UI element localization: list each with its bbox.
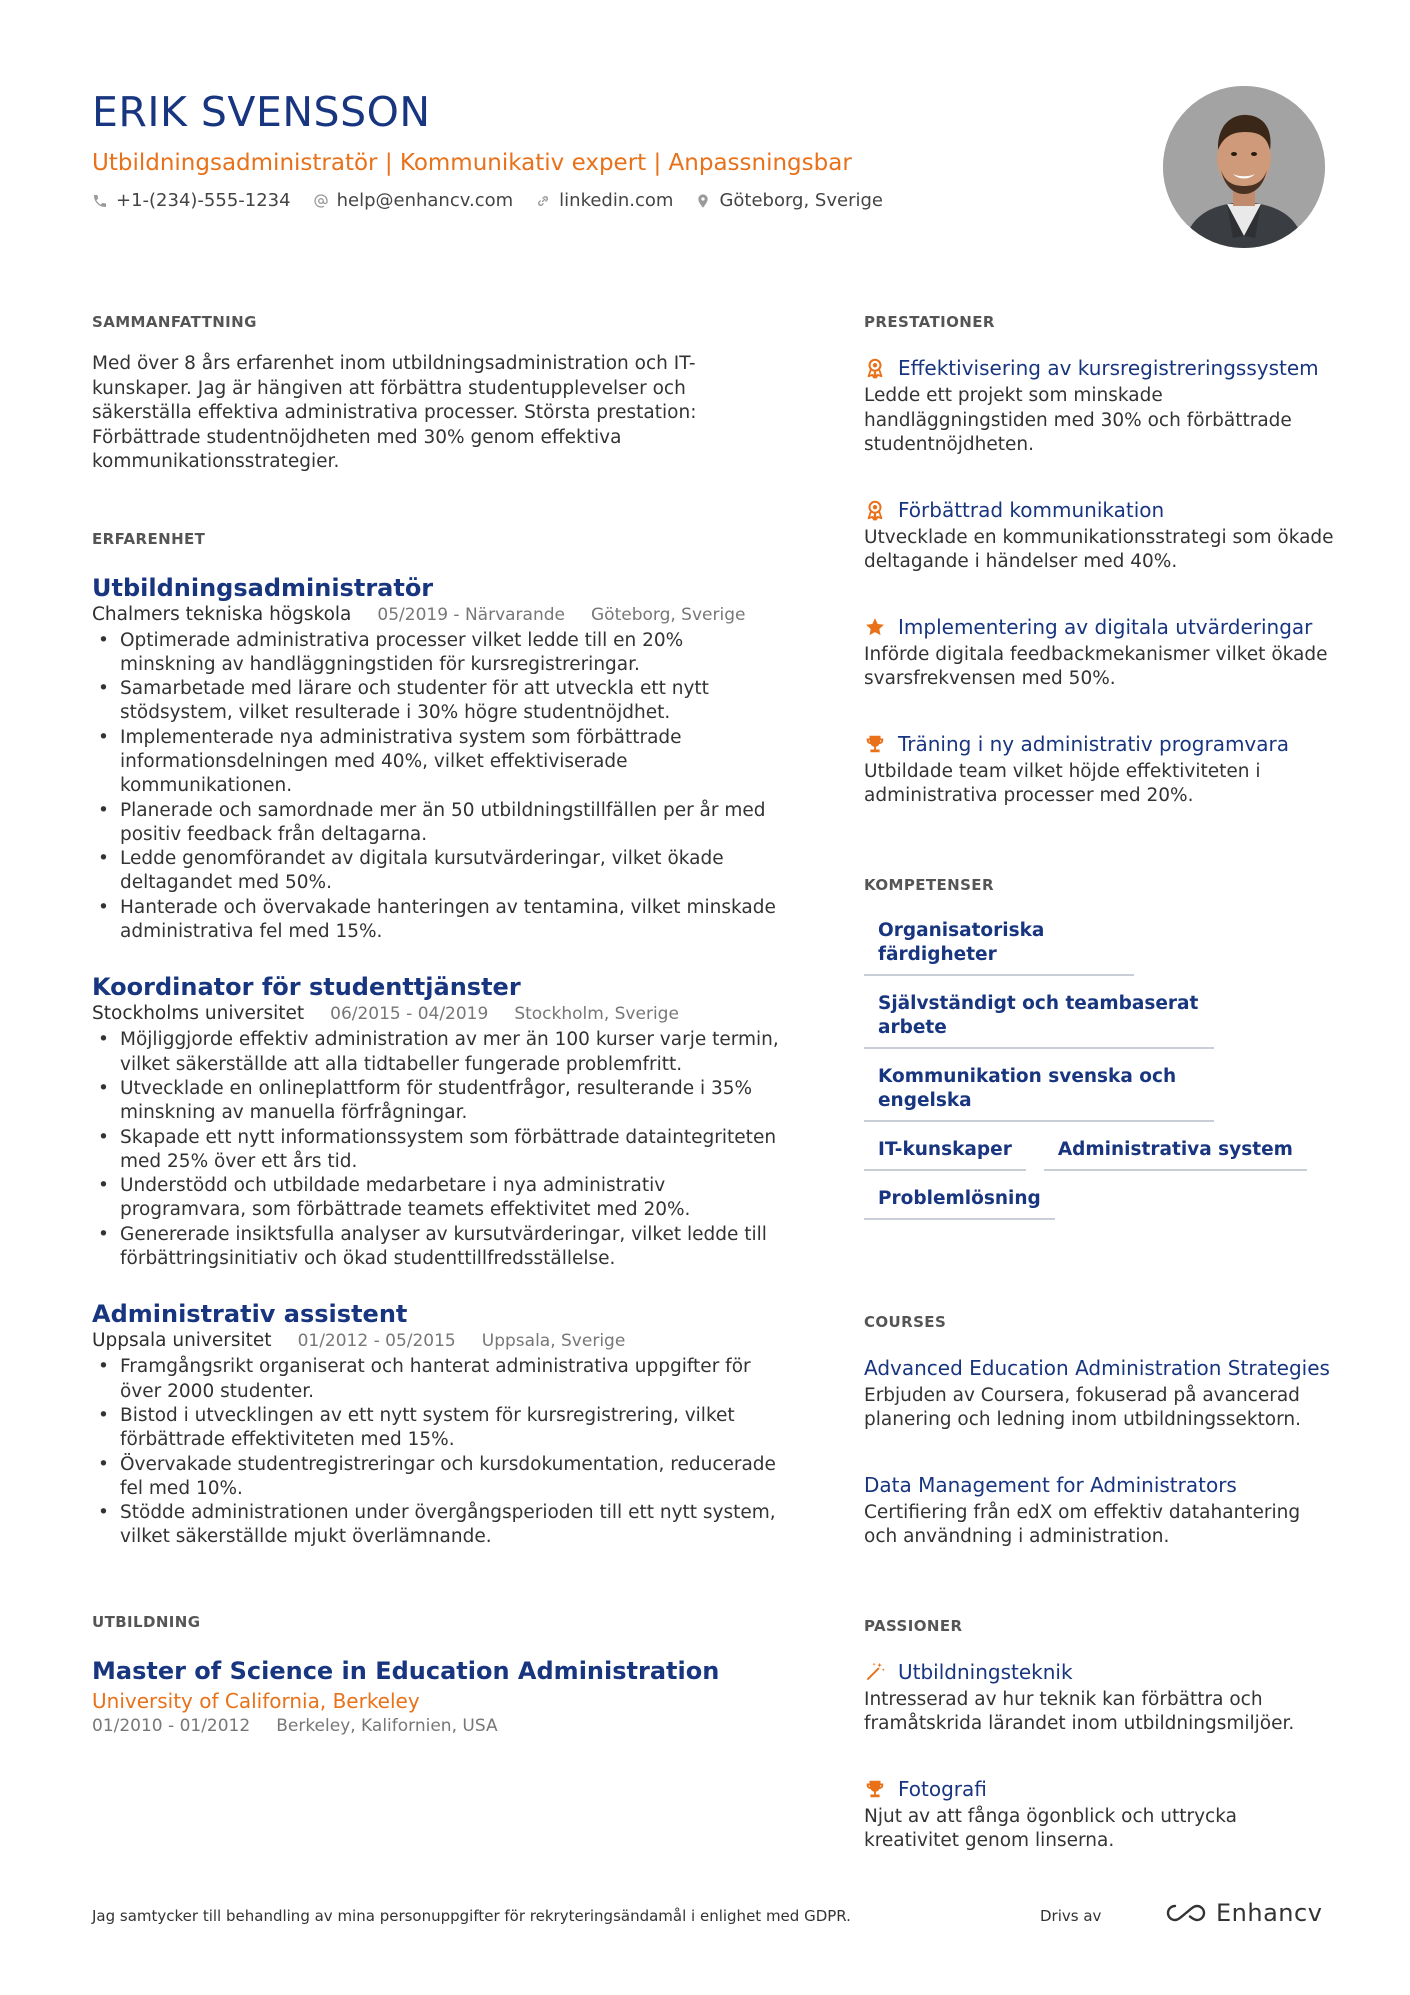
achievements-section	[864, 312, 1334, 809]
passion-title: Utbildningsteknik	[898, 1659, 1073, 1684]
summary-heading: SAMMANFATTNING	[92, 313, 257, 331]
job-bullet: • Optimerade administrativa processer vilket ledde till en 20% minskning av handläggningstiden för kursregistreringar.	[92, 629, 782, 678]
location-text: Göteborg, Sverige	[719, 190, 883, 211]
trophy-icon	[864, 733, 886, 755]
job-meta	[92, 1329, 782, 1353]
achievement-item	[864, 613, 1334, 692]
experience-section	[92, 529, 782, 1550]
skill-tag: Självständigt och teambaserat arbete	[864, 990, 1214, 1049]
job-bullet: • Genererade insiktsfulla analyser av kursutvärderingar, vilket ledde till förbättringsinitiativ och ökad studenttillfredsställelse.	[92, 1223, 782, 1272]
right-column	[864, 312, 1334, 1854]
powered-by-label: Drivs av	[1040, 1907, 1102, 1925]
contact-linkedin[interactable]	[535, 188, 673, 214]
job-location: Stockholm, Sverige	[514, 1004, 679, 1025]
at-icon	[313, 193, 329, 209]
job-bullet: • Bistod i utvecklingen av ett nytt system för kursregistrering, vilket förbättrade effektiviteten med 15%.	[92, 1404, 782, 1453]
skill-tag: IT-kunskaper	[864, 1136, 1026, 1171]
skill-tag: Organisatoriska färdigheter	[864, 917, 1134, 976]
location-pin-icon	[695, 193, 711, 209]
magic-wand-icon	[864, 1661, 886, 1683]
job-bullet: • Samarbetade med lärare och studenter för att utveckla ett nytt stödsystem, vilket resulterade i 30% högre studentnöjdhet.	[92, 677, 782, 726]
courses-section	[864, 1312, 1334, 1550]
passion-desc: Njut av att fånga ögonblick och uttrycka kreativitet genom linserna.	[864, 1805, 1237, 1851]
achievements-heading: PRESTATIONER	[864, 313, 995, 331]
job-bullet: • Möjliggjorde effektiv administration av mer än 100 kurser varje termin, vilket säkerställde att alla tidtabeller fungerade problemfritt.	[92, 1028, 782, 1077]
job-meta	[92, 603, 782, 627]
education-heading: UTBILDNING	[92, 1612, 201, 1631]
job-bullet: • Ledde genomförandet av digitala kursutvärderingar, vilket ökade deltagandet med 50%.	[92, 847, 782, 896]
education-section	[92, 1612, 782, 1738]
skill-tag: Problemlösning	[864, 1185, 1055, 1220]
course-title: Data Management for Administrators	[864, 1472, 1237, 1497]
job-title: Administrativ assistent	[92, 1300, 408, 1329]
experience-item	[92, 972, 782, 1271]
summary-text: Med över 8 års erfarenhet inom utbildningsadministration och IT-kunskaper. Jag är hängiven att förbättra studentupplevelser och säkerställa effektiva administrativa processer. Största prestation: Förbättrade studentnöjdheten med 30% genom effektiva kommunikationsstrategier.	[92, 353, 697, 472]
course-item	[864, 1471, 1334, 1550]
passion-title-row	[864, 1658, 1334, 1686]
course-item	[864, 1354, 1334, 1433]
linkedin-text: linkedin.com	[559, 190, 674, 211]
award-icon	[864, 499, 886, 521]
experience-item	[92, 1299, 782, 1549]
job-bullet: • Hanterade och övervakade hanteringen av tentamina, vilket minskade administrativa fel med 15%.	[92, 896, 782, 945]
achievement-item	[864, 730, 1334, 809]
courses-heading: COURSES	[864, 1312, 947, 1331]
infinity-icon	[1164, 1902, 1208, 1924]
contact-phone	[92, 188, 291, 214]
job-meta	[92, 1002, 782, 1026]
passion-desc: Intresserad av hur teknik kan förbättra och framåtskrida lärandet inom utbildningsmiljöer.	[864, 1688, 1295, 1734]
job-title: Utbildningsadministratör	[92, 573, 434, 602]
job-company: Chalmers tekniska högskola	[92, 603, 352, 625]
achievement-title: Implementering av digitala utvärderingar	[898, 614, 1313, 639]
passions-heading: PASSIONER	[864, 1616, 963, 1635]
skill-tag: Kommunikation svenska och engelska	[864, 1063, 1214, 1122]
job-title: Koordinator för studenttjänster	[92, 973, 521, 1002]
resume-header	[92, 86, 1142, 214]
job-bullet: • Skapade ett nytt informationssystem som förbättrade dataintegriteten med 25% över ett års tid.	[92, 1126, 782, 1175]
degree-title: Master of Science in Education Administration	[92, 1656, 720, 1685]
course-desc: Certifiering från edX om effektiv datahantering och användning i administration.	[864, 1501, 1301, 1547]
brand-name: Enhancv	[1216, 1899, 1323, 1927]
job-bullets	[92, 1355, 782, 1549]
contact-row	[92, 188, 1142, 214]
enhancv-logo[interactable]	[1164, 1899, 1322, 1927]
job-bullet: • Stödde administrationen under övergångsperioden till ett nytt system, vilket säkerställde mjukt överlämnande.	[92, 1501, 782, 1550]
achievement-item	[864, 496, 1334, 575]
job-bullet: • Planerade och samordnade mer än 50 utbildningstillfällen per år med positiv feedback från deltagarna.	[92, 799, 782, 848]
summary-section	[92, 312, 782, 475]
achievement-desc: Utbildade team vilket höjde effektiviteten i administrativa processer med 20%.	[864, 760, 1261, 806]
achievement-title: Effektivisering av kursregistreringssystem	[898, 356, 1319, 380]
job-bullet: • Understödd och utbildade medarbetare i nya administrativ programvara, som förbättrade teamets effektivitet med 20%.	[92, 1174, 782, 1223]
achievement-title: Träning i ny administrativ programvara	[898, 731, 1289, 756]
passion-title: Fotografi	[898, 1776, 987, 1801]
left-column	[92, 312, 782, 1738]
job-location: Göteborg, Sverige	[591, 604, 746, 625]
footer	[92, 1899, 1323, 1927]
candidate-headline: Utbildningsadministratör | Kommunikativ expert | Anpassningsbar	[92, 150, 852, 176]
course-desc: Erbjuden av Coursera, fokuserad på avancerad planering och ledning inom utbildningssektorn.	[864, 1384, 1301, 1430]
contact-location	[695, 188, 883, 214]
achievement-title-row	[864, 354, 1334, 382]
skills-list	[864, 917, 1334, 1220]
skills-section	[864, 875, 1334, 1220]
job-dates: 06/2015 - 04/2019	[330, 1004, 489, 1025]
achievement-desc: Utvecklade en kommunikationsstrategi som ökade deltagande i händelser med 40%.	[864, 526, 1334, 572]
achievement-title: Förbättrad kommunikation	[898, 497, 1165, 522]
gdpr-consent: Jag samtycker till behandling av mina personuppgifter för rekryteringsändamål i enlighet med GDPR.	[92, 1907, 851, 1925]
school-name: University of California, Berkeley	[92, 1688, 420, 1713]
passion-title-row	[864, 1775, 1334, 1803]
passion-item	[864, 1775, 1334, 1854]
education-meta	[92, 1714, 782, 1738]
job-company: Stockholms universitet	[92, 1003, 305, 1025]
passions-section	[864, 1616, 1334, 1854]
passion-item	[864, 1658, 1334, 1737]
contact-email[interactable]	[313, 188, 514, 214]
star-icon	[864, 616, 886, 638]
award-icon	[864, 357, 886, 379]
phone-text: +1-(234)-555-1234	[116, 190, 291, 211]
achievement-title-row	[864, 613, 1334, 641]
achievement-title-row	[864, 730, 1334, 758]
job-bullets	[92, 629, 782, 945]
experience-item	[92, 573, 782, 945]
education-location: Berkeley, Kalifornien, USA	[276, 1715, 498, 1736]
link-icon	[535, 193, 551, 209]
job-bullet: • Framgångsrikt organiserat och hanterat administrativa uppgifter för över 2000 studenter.	[92, 1355, 782, 1404]
trophy-icon	[864, 1778, 886, 1800]
job-dates: 01/2012 - 05/2015	[297, 1331, 456, 1352]
job-bullets	[92, 1028, 782, 1271]
job-location: Uppsala, Sverige	[481, 1331, 626, 1352]
skill-tag: Administrativa system	[1044, 1136, 1307, 1171]
profile-photo	[1163, 86, 1325, 248]
job-company: Uppsala universitet	[92, 1330, 272, 1352]
phone-icon	[92, 193, 108, 209]
achievement-desc: Ledde ett projekt som minskade handläggningstiden med 30% och förbättrade studentnöjdheten.	[864, 385, 1292, 455]
job-bullet: • Utvecklade en onlineplattform för studentfrågor, resulterande i 35% minskning av manuella förfrågningar.	[92, 1077, 782, 1126]
job-bullet: • Övervakade studentregistreringar och kursdokumentation, reducerade fel med 10%.	[92, 1453, 782, 1502]
experience-heading: ERFARENHET	[92, 529, 206, 548]
education-dates: 01/2010 - 01/2012	[92, 1715, 251, 1736]
skills-heading: KOMPETENSER	[864, 875, 994, 894]
job-bullet: • Implementerade nya administrativa system som förbättrade informationsdelningen med 40%, vilket effektiviserade kommunikationen.	[92, 726, 782, 799]
achievement-item	[864, 354, 1334, 458]
course-title: Advanced Education Administration Strategies	[864, 1355, 1330, 1380]
candidate-name: ERIK SVENSSON	[92, 88, 431, 136]
achievement-title-row	[864, 496, 1334, 524]
achievement-desc: Införde digitala feedbackmekanismer vilket ökade svarsfrekvensen med 50%.	[864, 643, 1328, 689]
job-dates: 05/2019 - Närvarande	[377, 604, 565, 625]
email-text: help@enhancv.com	[336, 190, 514, 211]
avatar-illustration	[1163, 86, 1325, 248]
